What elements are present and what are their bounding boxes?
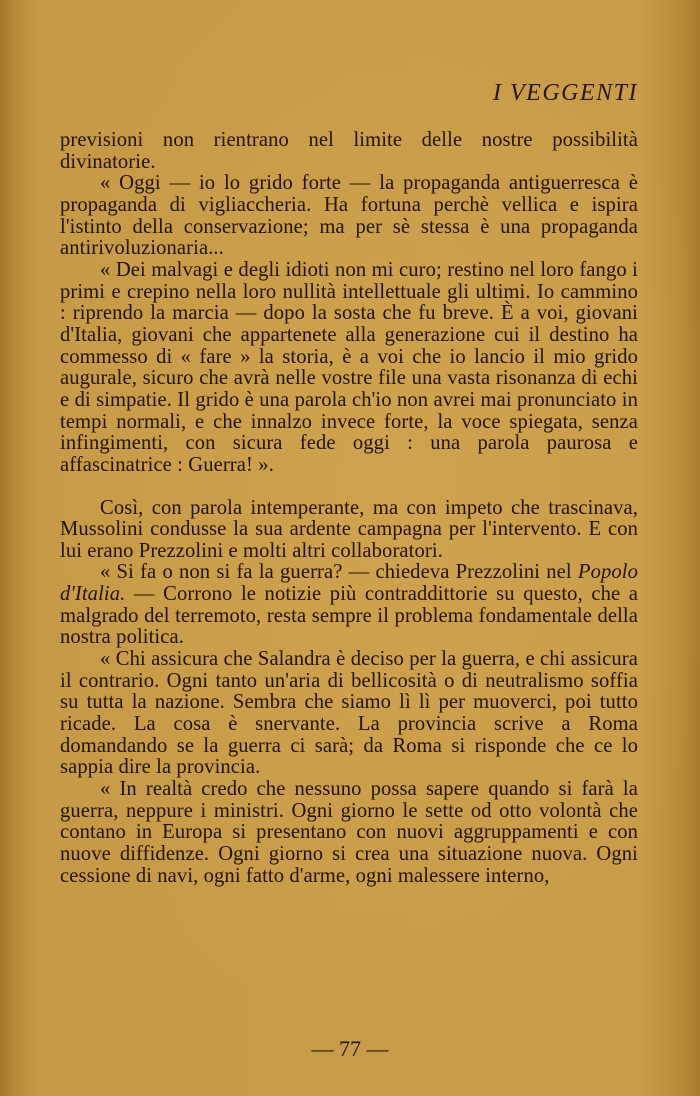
text-span: — Corrono le notizie più contraddittorie su questo, che a malgrado del terremoto, resta sempre il problema fondamentale della nostra politica. [60,583,638,649]
newspaper-title: Popolo d'Italia. [60,561,638,606]
paragraph-quote-oggi: « Oggi — io lo grido forte — la propaganda antiguerresca è propaganda di vigliaccheria. Ha fortuna perchè vellica e ispira l'istinto della conservazione; ma per sè stessa è una propaganda antirivoluzionaria... [60,172,638,260]
paragraph-quote-salandra: « Chi assicura che Salandra è deciso per la guerra, e chi assicura il contrario. Ogni tanto un'aria di bellicosità o di neutralismo soffia su tutta la nazione. Sembra che siamo lì lì per muoverci, poi tutto ricade. La cosa è snervante. La provincia scrive a Roma domandando se la guerra ci sarà; da Roma si risponde che ce lo sappia dire la provincia. [60,648,638,779]
paragraph-quote-realta: « In realtà credo che nessuno possa sapere quando si farà la guerra, neppure i ministri. Ogni giorno le sette od otto volontà che contano in Europa si presentano con nuovi aggruppamenti e con nuove diffidenze. Ogni giorno si crea una situazione nuova. Ogni cessione di navi, ogni fatto d'arme, ogni malessere interno, [60,778,638,887]
paragraph-cosi: Così, con parola intemperante, ma con impeto che trascinava, Mussolini condusse la sua ardente campagna per l'intervento. E con lui erano Prezzolini e molti altri collaboratori. [60,496,638,562]
running-header: I VEGGENTI [493,80,638,106]
text-span: « Si fa o non si fa la guerra? — chiedeva Prezzolini nel [100,561,578,584]
paragraph-quote-malvagi: « Dei malvagi e degli idioti non mi curo; restino nel loro fango i primi e crepino nella loro nullità intellettuale gli ultimi. Io cammino : riprendo la marcia — dopo la sosta che fu breve. È a voi, giovani d'Italia, giovani che appartenete alla generazione cui il destino ha commesso di « fare » la storia, è a voi che io lancio il mio grido augurale, sicuro che avrà nelle vostre file una vasta risonanza di echi e di simpatie. Il grido è una parola ch'io non avrei mai pronunciato in tempi normali, e che innalzo invece forte, la voce spiegata, senza infingimenti, con sicura fede oggi : una parola paurosa e affascinatrice : Guerra! ». [60,258,638,476]
page-number: — 77 — [311,1036,389,1061]
paragraph-continuation: previsioni non rientrano nel limite delle nostre possibilità divinatorie. [60,129,638,173]
body-text [60,130,638,887]
paragraph-quote-prezzolini [60,562,638,649]
